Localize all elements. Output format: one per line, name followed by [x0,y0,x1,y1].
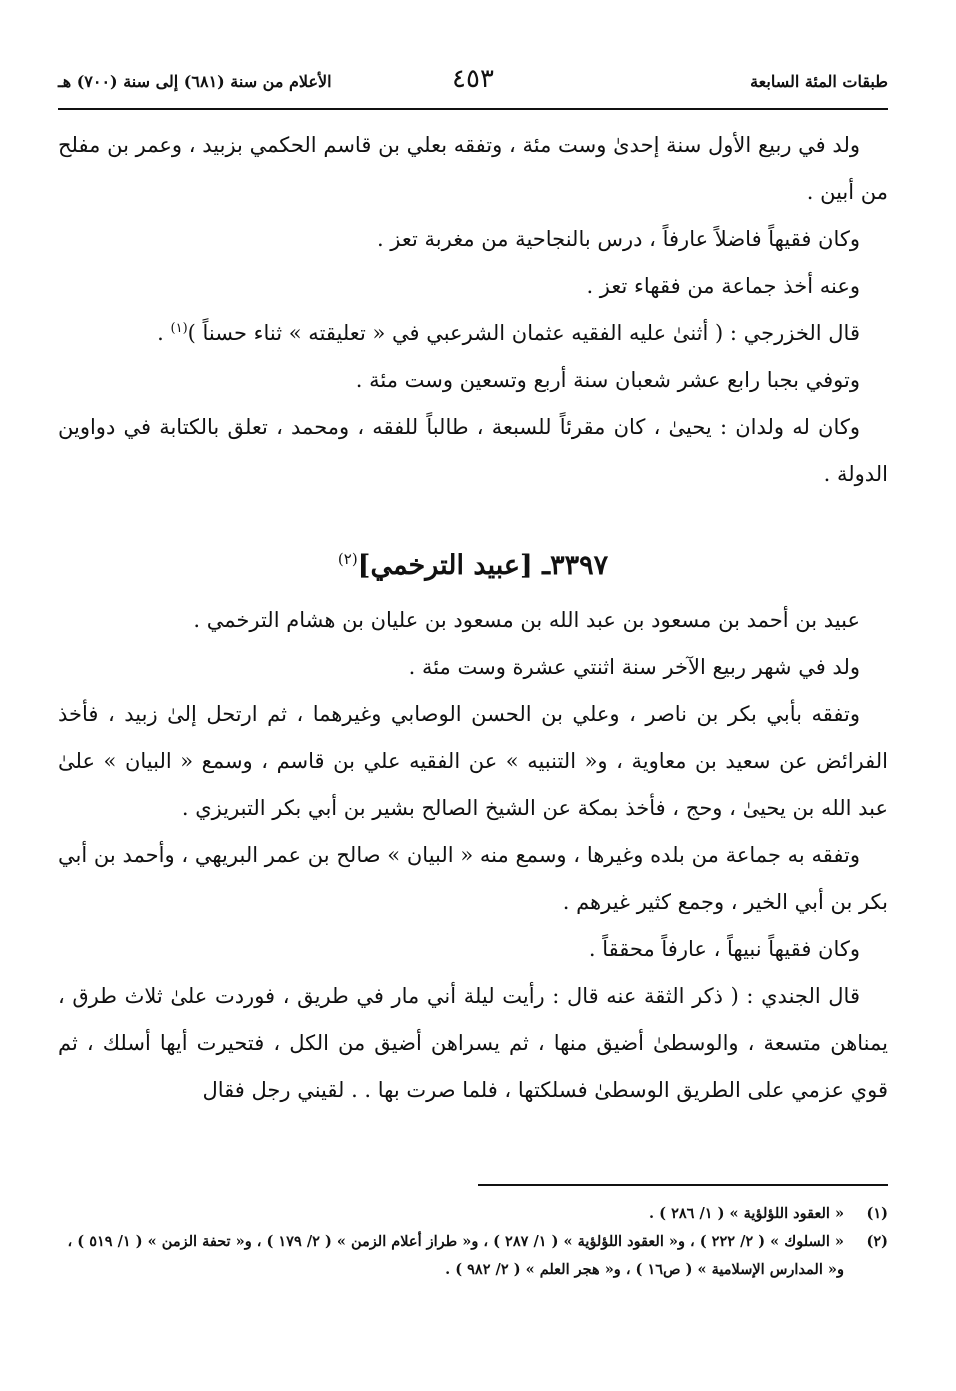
paragraph: عبيد بن أحمد بن مسعود بن عبد الله بن مسعود بن عليان بن هشام الترخمي . [193,608,860,632]
paragraph: ولد في شهر ربيع الآخر سنة اثنتي عشرة وست مئة . [408,655,860,679]
footnote-item [58,1228,888,1284]
entry-heading [58,534,888,591]
header-section-title: طبقات المئة السابعة [750,72,888,91]
footnotes [58,1200,888,1284]
paragraph: وتفقه بأبي بكر بن ناصر ، وعلي بن الحسن الوصابي وغيرهما ، ثم ارتحل إلىٰ زبيد ، فأخذ الفرائض عن سعيد بن معاوية ، و« التنبيه » عن الفقيه علي بن قاسم ، وسمع « البيان » علىٰ عبد الله بن يحيىٰ ، وحج ، فأخذ بمكة عن الشيخ الصالح بشير بن أبي بكر التبريزي . [58,702,888,820]
footnote-number: (٢) [866,1233,888,1250]
footnote-marker[interactable]: (١) [170,321,188,336]
quote-text: قال الخزرجي : ( أثنىٰ عليه الفقيه عثمان الشرعبي في « تعليقته » ثناء حسناً ) [187,321,860,345]
header-period-title: الأعلام من سنة (٦٨١) إلى سنة (٧٠٠) هـ [58,72,332,91]
page-number: ٤٥٣ [452,64,494,94]
footnote-item [58,1200,888,1228]
entry-title: ٣٣٩٧ـ [عبيد الترخمي] [357,550,609,581]
paragraph: وعنه أخذ جماعة من فقهاء تعز . [586,274,860,298]
paragraph: وكان له ولدان : يحيىٰ ، كان مقرئاً للسبعة ، طالباً للفقه ، ومحمد ، تعلق بالكتابة في دواوين الدولة . [58,415,888,486]
footnote-rule [478,1184,888,1186]
paragraph: وتفقه به جماعة من بلده وغيرها ، وسمع منه « البيان » صالح بن عمر البريهي ، وأحمد بن أبي بكر بن أبي الخير ، وجمع كثير غيرهم . [58,843,888,914]
footnote-text: « العقود اللؤلؤية » ( ١/ ٢٨٦ ) . [649,1205,844,1222]
footnote-text: « السلوك » ( ٢/ ٢٢٢ ) ، و« العقود اللؤلؤية » ( ١/ ٢٨٧ ) ، و« طراز أعلام الزمن » ( ٢/ ١٧٩ ) ، و« تحفة الزمن » ( ١/ ٥١٩ ) ، و« المدارس الإسلامية » ( ص١٦ ) ، و« هجر العلم » ( ٢/ ٩٨٢ ) . [67,1233,844,1278]
paragraph: ولد في ربيع الأول سنة إحدىٰ وست مئة ، وتفقه بعلي بن قاسم الحكمي بزبيد ، وعمر بن مفلح من أبين . [58,133,888,204]
running-header [58,64,888,104]
footnote-number: (١) [866,1205,888,1222]
paragraph: قال الجندي : ( ذكر الثقة عنه قال : رأيت ليلة أني مار في طريق ، فوردت علىٰ ثلاث طرق ، يمناهن متسعة ، والوسطىٰ أضيق منها ، ثم يسراهن أضيق من الكل ، فتحيرت أيها أسلك ، ثم قوي عزمي على الطريق الوسطىٰ فسلكتها ، فلما صرت بها . . لقيني رجل فقال [58,984,888,1102]
header-rule [58,108,888,110]
paragraph: وتوفي بجبا رابع عشر شعبان سنة أربع وتسعين وست مئة . [355,368,860,392]
paragraph: وكان فقيهاً فاضلاً عارفاً ، درس بالنجاحية من مغربة تعز . [376,227,860,251]
footnote-marker[interactable]: (٢) [337,550,358,568]
sentence-end: . [157,321,171,345]
main-text [58,122,888,1114]
paragraph: وكان فقيهاً نبيهاً ، عارفاً محققاً . [588,937,860,961]
paragraph-with-note [58,310,888,357]
